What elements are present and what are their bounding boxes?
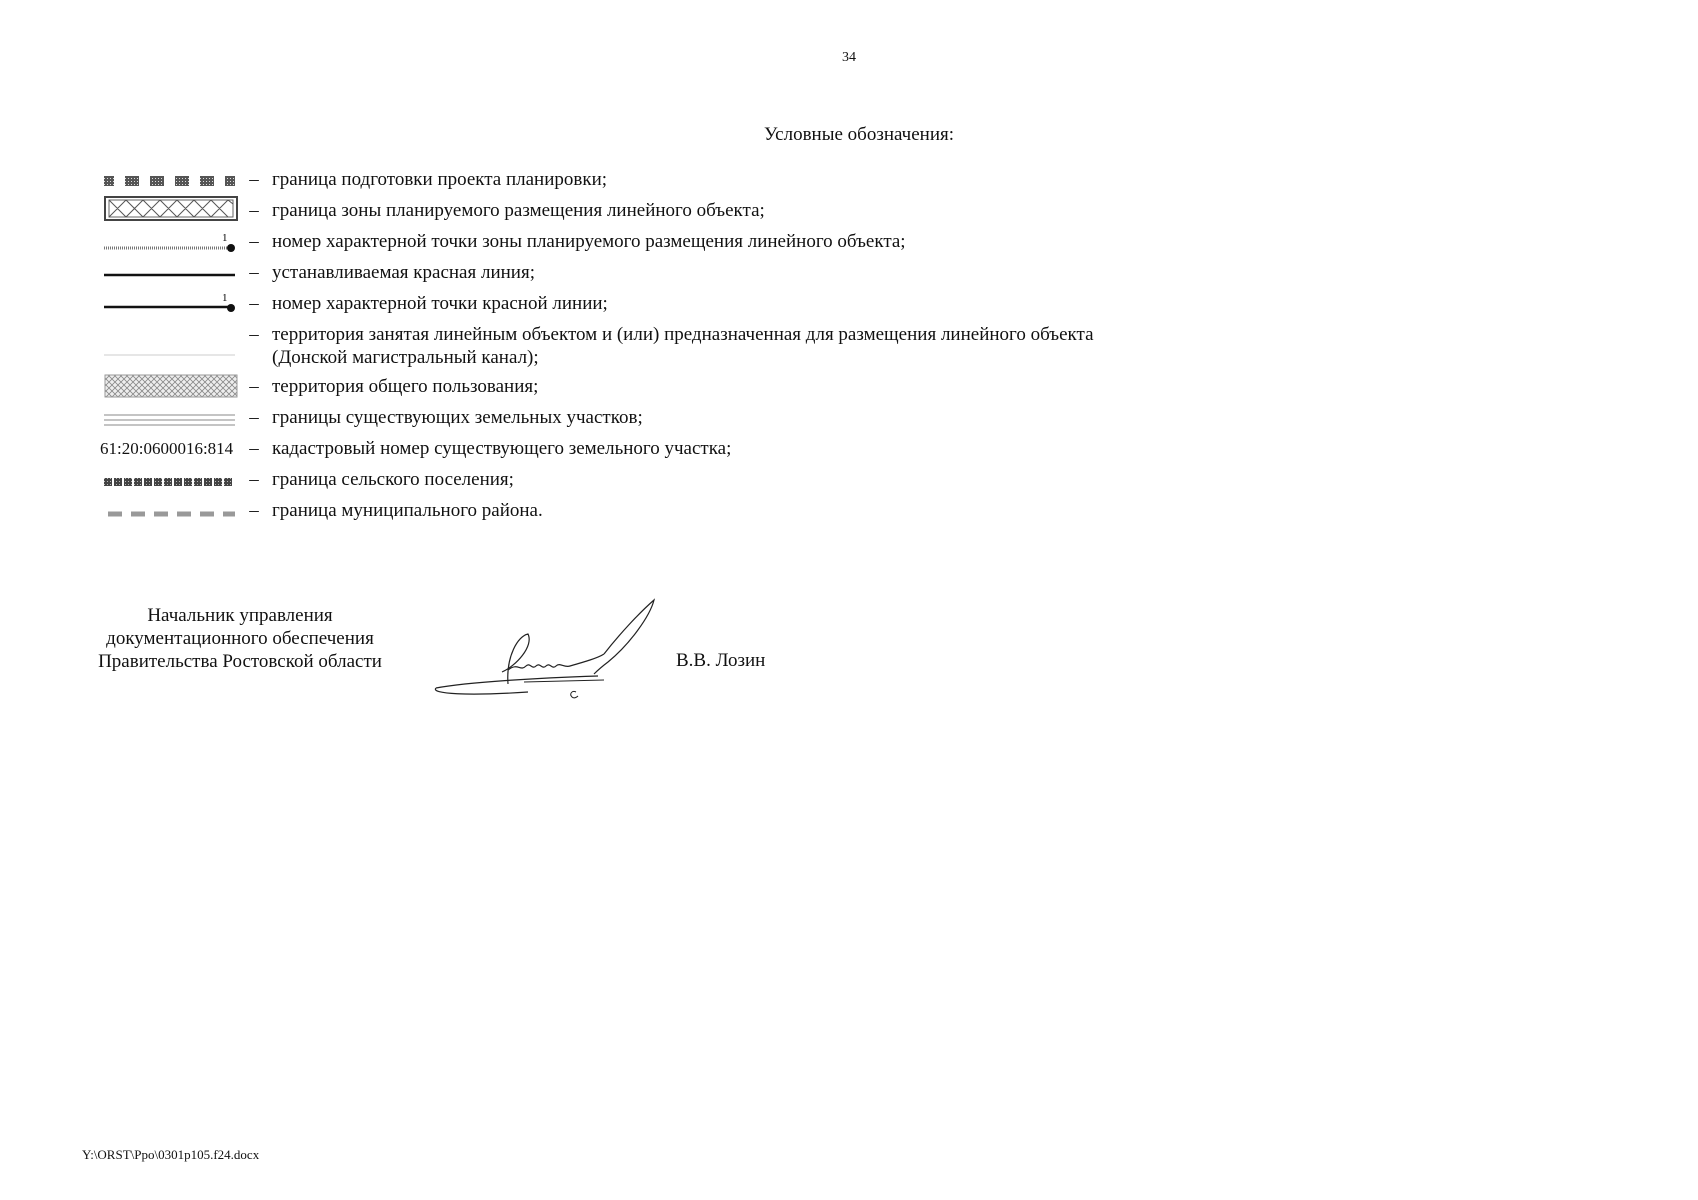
- legend-dash: –: [249, 324, 259, 345]
- legend-dash: –: [249, 438, 259, 459]
- legend-title-wrap: [0, 124, 1698, 146]
- legend-item-land-plot-boundaries: [100, 406, 1200, 429]
- legend-dash: –: [249, 376, 259, 397]
- land-plot-boundaries-symbol: [100, 406, 240, 429]
- legend-dash: –: [249, 500, 259, 521]
- zone-point-number: 1: [222, 232, 228, 244]
- legend-item-settlement-boundary: [100, 468, 1200, 491]
- legend-item-occupied-territory: [100, 323, 1200, 369]
- red-line-point-number: 1: [222, 292, 228, 304]
- legend-text: устанавливаемая красная линия;: [272, 262, 535, 283]
- file-path: Y:\ORST\Ppo\0301p105.f24.docx: [82, 1147, 260, 1162]
- legend-dash: –: [249, 169, 259, 190]
- occupied-territory-symbol: [100, 323, 240, 346]
- legend-text: кадастровый номер существующего земельного участка;: [272, 438, 732, 459]
- legend-text: граница подготовки проекта планировки;: [272, 169, 608, 190]
- legend-item-planning-boundary: [100, 168, 1200, 191]
- legend-item-district-boundary: [100, 499, 1200, 522]
- signatory-position-line: Начальник управления: [147, 605, 333, 626]
- settlement-boundary-symbol: [100, 468, 240, 491]
- cadastral-number-sample: 61:20:0600016:814: [100, 439, 234, 458]
- page-number: 34: [842, 50, 856, 65]
- legend-dash: –: [249, 407, 259, 428]
- legend-item-zone-point: [100, 230, 1200, 253]
- legend-dash: –: [249, 200, 259, 221]
- legend-item-public-territory: [100, 375, 1200, 398]
- signatory-position-line: Правительства Ростовской области: [98, 651, 382, 672]
- legend-item-linear-object-zone: [100, 199, 1200, 222]
- legend-text: граница муниципального района.: [272, 500, 543, 521]
- signer-name: В.В. Лозин: [676, 650, 766, 671]
- legend-item-cadastral-number: [100, 437, 1200, 460]
- public-territory-symbol: [100, 375, 240, 398]
- legend-text: номер характерной точки красной линии;: [272, 293, 608, 314]
- legend-dash: –: [249, 262, 259, 283]
- legend-text: граница сельского поселения;: [272, 469, 514, 490]
- signatory-position: [70, 604, 410, 673]
- handwritten-signature: [428, 596, 668, 711]
- red-line-point-symbol: [100, 292, 240, 315]
- legend-dash: –: [249, 293, 259, 314]
- legend-text: территория занятая линейным объектом и (или) предназначенная для размещения линейного объекта (Донской магистральный канал);: [272, 324, 1094, 368]
- legend-item-red-line: [100, 261, 1200, 284]
- legend-item-red-line-point: [100, 292, 1200, 315]
- signatory-position-line: документационного обеспечения: [106, 628, 374, 649]
- legend-text: границы существующих земельных участков;: [272, 407, 643, 428]
- legend-dash: –: [249, 231, 259, 252]
- linear-object-zone-symbol: [100, 199, 240, 222]
- legend-text: территория общего пользования;: [272, 376, 539, 397]
- legend-dash: –: [249, 469, 259, 490]
- legend-title: Условные обозначения:: [763, 124, 955, 145]
- legend-text: граница зоны планируемого размещения линейного объекта;: [272, 200, 765, 221]
- red-line-symbol: [100, 261, 240, 284]
- planning-boundary-symbol: [100, 168, 240, 191]
- district-boundary-symbol: [100, 499, 240, 522]
- legend-text: номер характерной точки зоны планируемого размещения линейного объекта;: [272, 231, 906, 252]
- legend: [100, 168, 1200, 530]
- zone-point-symbol: [100, 230, 240, 253]
